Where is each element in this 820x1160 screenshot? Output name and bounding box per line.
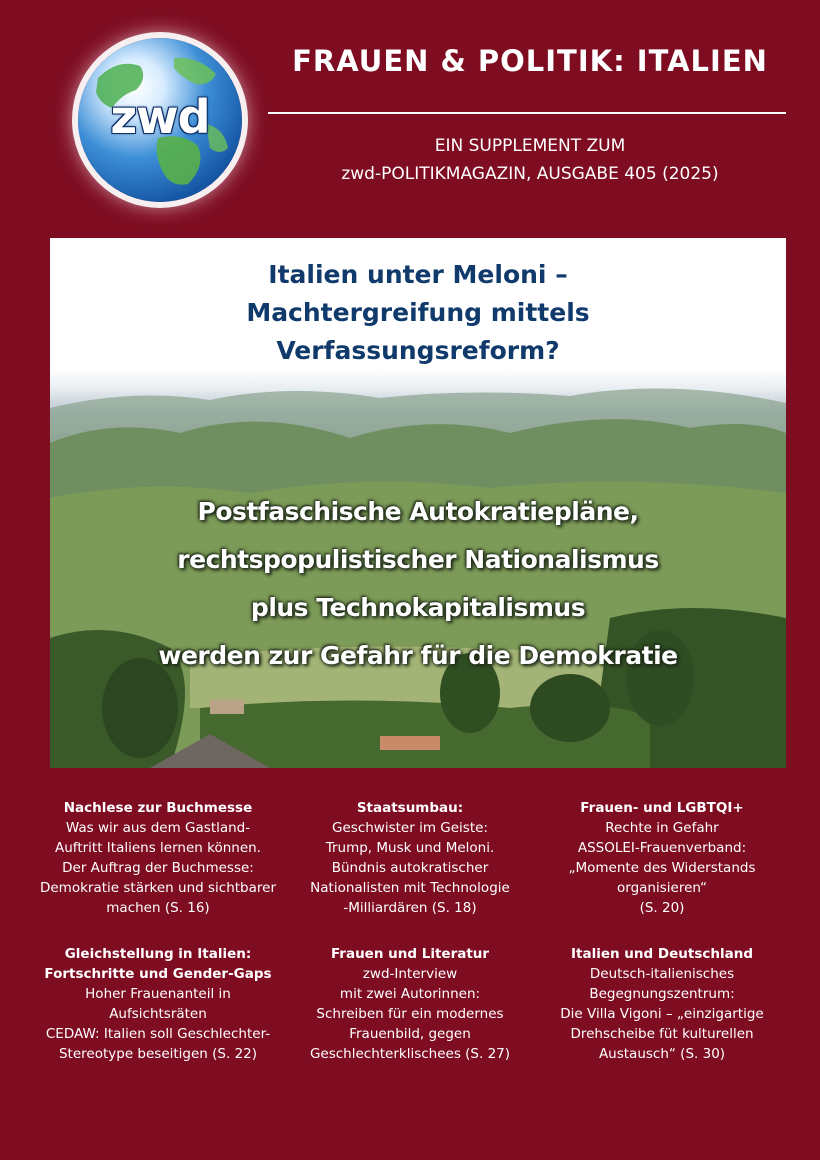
teaser-body: Was wir aus dem Gastland- Auftritt Italiens lernen können. Der Auftrag der Buchmesse: Demokratie stärken und sichtbarer machen (S. 16) [39,820,276,916]
page-title: FRAUEN & POLITIK: ITALIEN [292,44,768,78]
hero-subline [50,488,786,680]
hero-subline-line-2: rechtspopulistischer Nationalismus [177,545,659,574]
hero-headline-line-2: Machtergreifung mittels [246,298,590,327]
supplement-line-2: zwd-POLITIKMAGAZIN, AUSGABE 405 (2025) [341,164,719,184]
teaser-body: Geschwister im Geiste: Trump, Musk und Meloni. Bündnis autokratischer Nationalisten mit Technologie -Milliardären (S. 18) [310,820,510,916]
teaser-buchmesse [34,798,282,918]
hero-headline-line-3: Verfassungsreform? [276,336,560,365]
teaser-title: Staatsumbau: [356,800,464,816]
teaser-body: Hoher Frauenanteil in Aufsichtsräten CEDAW: Italien soll Geschlechter- Stereotype beseitigen (S. 22) [45,986,271,1062]
teaser-title: Italien und Deutschland [571,946,753,962]
teaser-body: Rechte in Gefahr ASSOLEI-Frauenverband: „Momente des Widerstands organisieren“ (S. 20) [568,820,756,916]
zwd-logo [78,38,242,202]
hero-headline [50,256,786,370]
hero-subline-line-1: Postfaschische Autokratiepläne, [197,497,639,526]
hero-headline-line-1: Italien unter Meloni – [268,260,568,289]
supplement-line-1: EIN SUPPLEMENT ZUM [434,136,626,156]
header-divider [268,112,786,114]
logo-text: zwd [110,90,210,144]
hero-subline-line-3: plus Technokapitalismus [250,593,586,622]
teaser-body: zwd-Interview mit zwei Autorinnen: Schreiben für ein modernes Frauenbild, gegen Geschlechterklischees (S. 27) [309,966,511,1062]
teaser-title: Frauen- und LGBTQI+ [580,800,744,816]
teaser-title: Gleichstellung in Italien: Fortschritte und Gender-Gaps [44,946,272,982]
teaser-staatsumbau [286,798,534,918]
supplement-info [270,132,790,188]
hero-subline-line-4: werden zur Gefahr für die Demokratie [158,641,678,670]
hero-image [50,238,786,768]
teaser-literatur [286,944,534,1064]
teaser-deutschland [538,944,786,1064]
teaser-title: Nachlese zur Buchmesse [63,800,253,816]
teaser-lgbtqi [538,798,786,918]
teaser-grid [34,798,786,1064]
teaser-body: Deutsch-italienisches Begegnungszentrum: Die Villa Vigoni – „einzigartige Drehscheibe füt kulturellen Austausch“ (S. 30) [560,966,764,1062]
teaser-title: Frauen und Literatur [330,946,490,962]
teaser-gleichstellung [34,944,282,1064]
